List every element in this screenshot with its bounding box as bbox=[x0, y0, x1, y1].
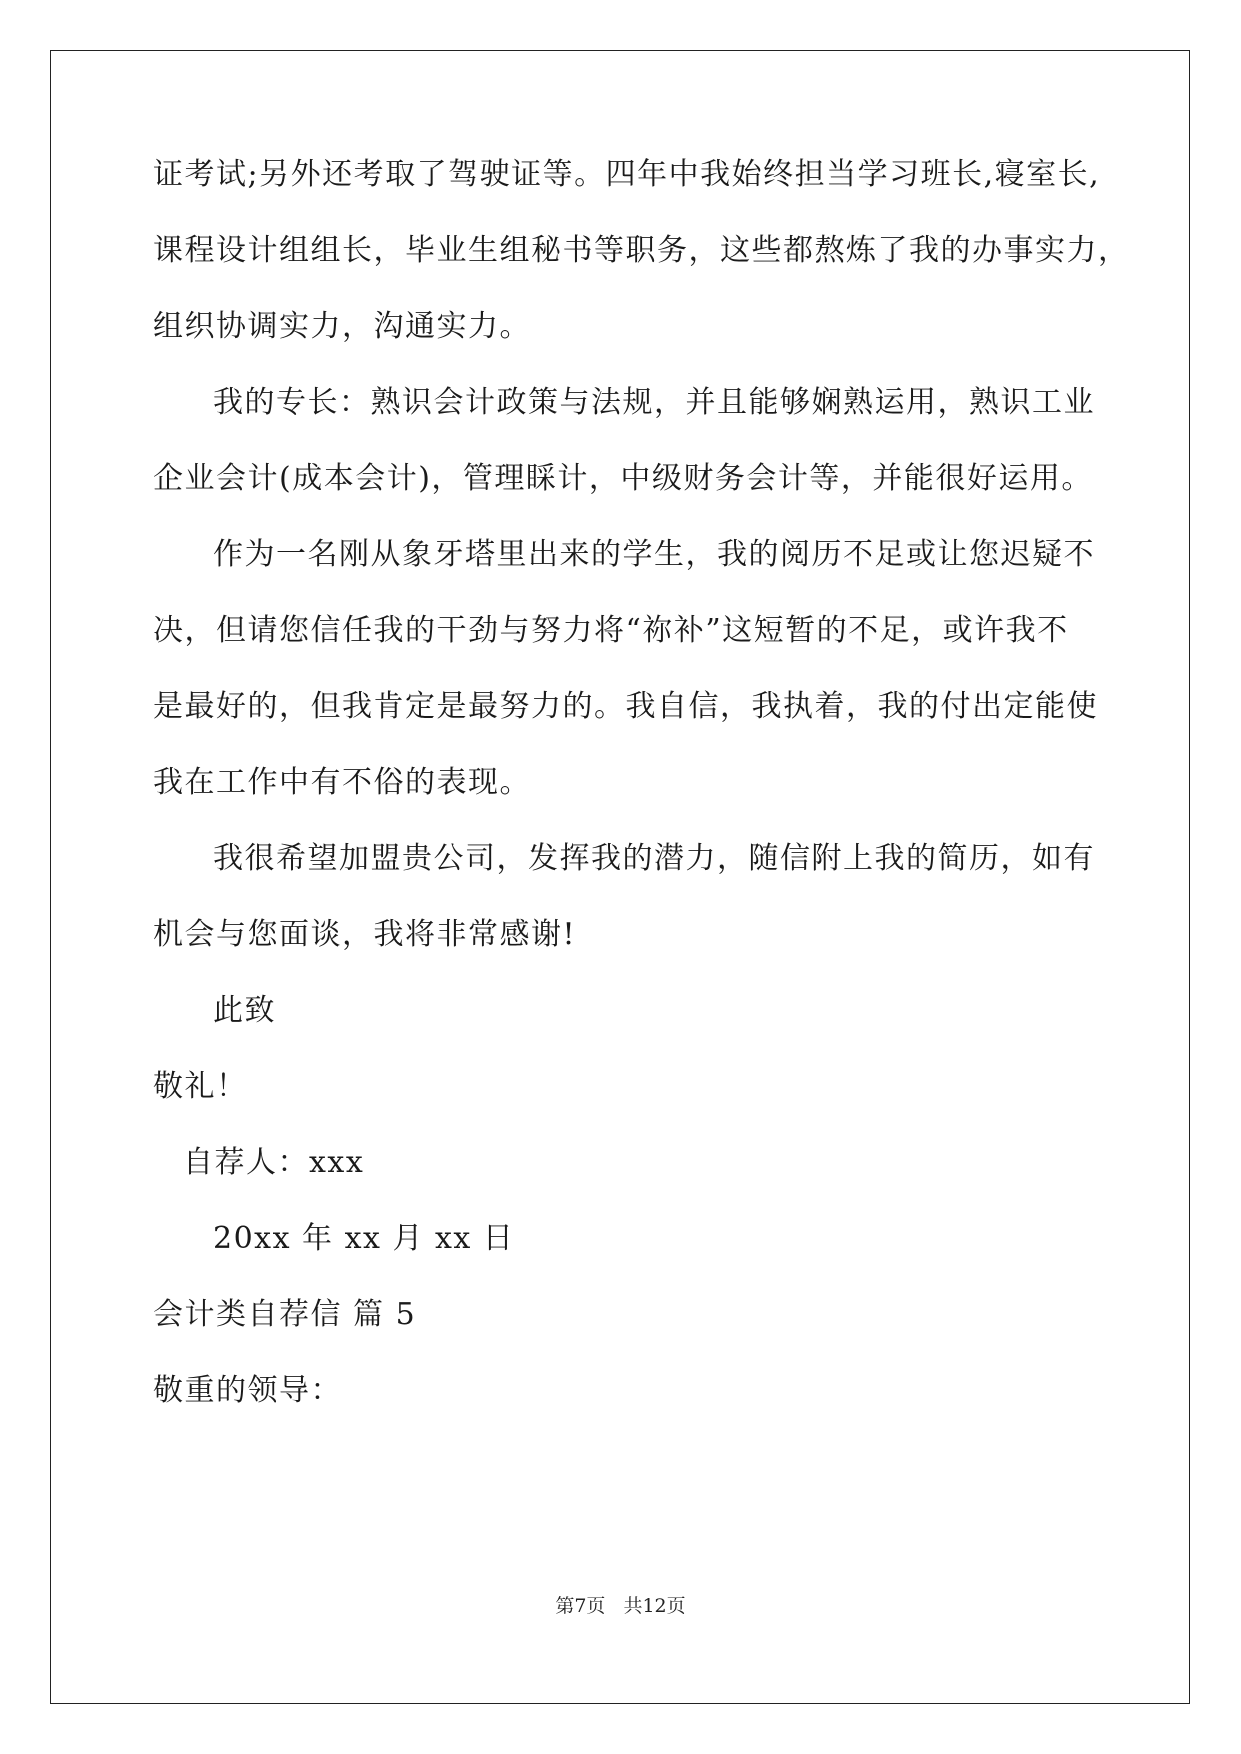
paragraph-start: 作为一名刚从象牙塔里出来的学生，我的阅历不足或让您迟疑不 bbox=[213, 537, 1095, 572]
paragraph-start: 我很希望加盟贵公司，发挥我的潜力，随信附上我的简历，如有 bbox=[213, 841, 1095, 876]
paragraph-start: 我的专长：熟识会计政策与法规，并且能够娴熟运用，熟识工业 bbox=[213, 385, 1095, 420]
text-line: 我在工作中有不俗的表现。 bbox=[153, 765, 531, 800]
page-footer bbox=[0, 1594, 1241, 1618]
section-heading: 会计类自荐信 篇 5 bbox=[153, 1297, 417, 1332]
text-line: 机会与您面谈，我将非常感谢! bbox=[153, 917, 577, 952]
date-line: 20xx 年 xx 月 xx 日 bbox=[213, 1221, 515, 1256]
closing-regards: 敬礼！ bbox=[153, 1069, 248, 1104]
closing-salutation: 此致 bbox=[213, 993, 276, 1028]
page-number: 第7页 bbox=[555, 1595, 606, 1617]
text-line: 决，但请您信任我的干劲与努力将“祢补”这短暂的不足，或许我不 bbox=[153, 613, 1069, 648]
page-total: 共12页 bbox=[623, 1595, 686, 1617]
signature-line: 自荐人：xxx bbox=[183, 1145, 365, 1180]
text-line: 组织协调实力，沟通实力。 bbox=[153, 309, 531, 344]
greeting-line: 敬重的领导： bbox=[153, 1373, 342, 1408]
text-line: 企业会计(成本会计)，管理睬计，中级财务会计等，并能很好运用。 bbox=[153, 461, 1093, 496]
text-line: 证考试;另外还考取了驾驶证等。四年中我始终担当学习班长,寝室长, bbox=[153, 157, 1101, 192]
text-line: 课程设计组组长，毕业生组秘书等职务，这些都熬炼了我的办事实力， bbox=[153, 233, 1130, 268]
text-line: 是最好的，但我肯定是最努力的。我自信，我执着，我的付出定能使 bbox=[153, 689, 1098, 724]
